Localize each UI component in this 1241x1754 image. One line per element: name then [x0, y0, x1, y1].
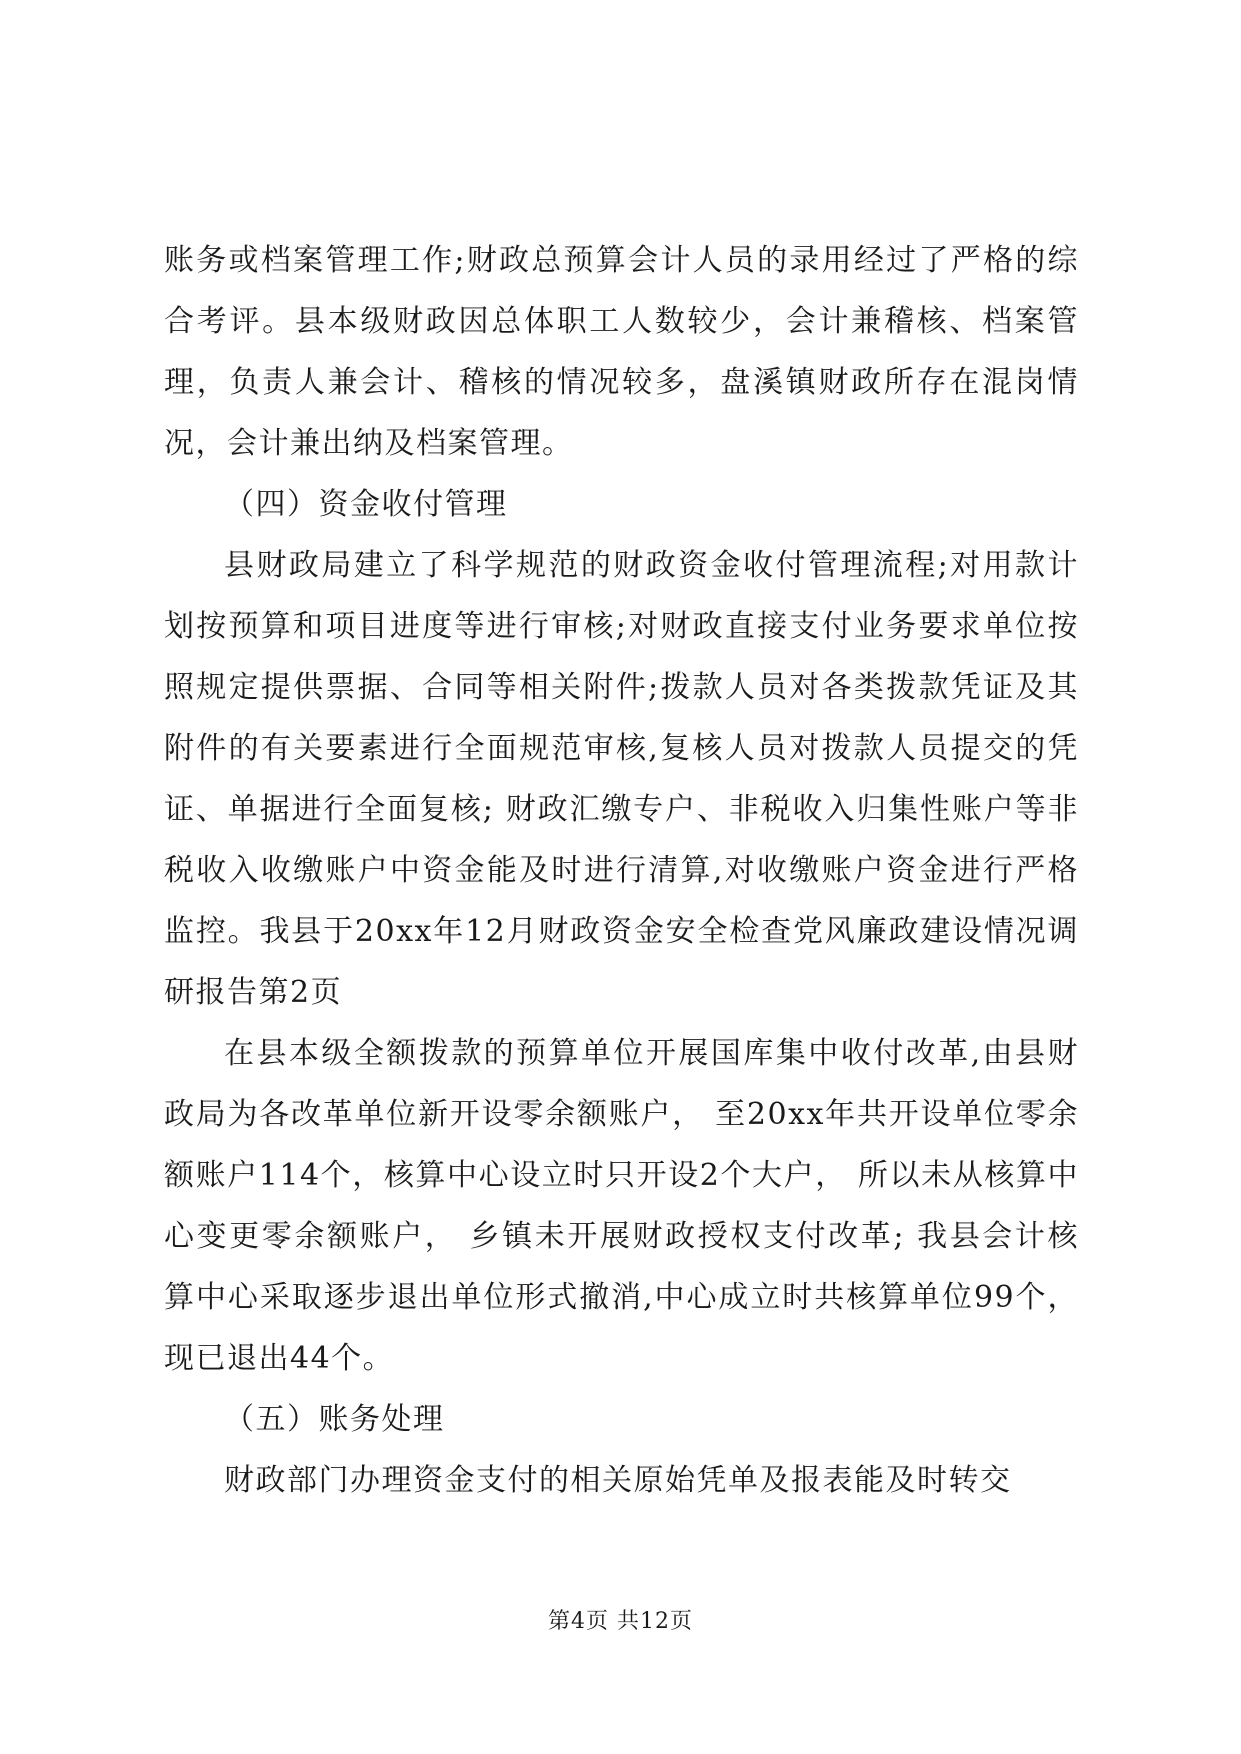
section-heading-accounting: （五）账务处理 — [224, 1402, 445, 1437]
paragraph-archive-management: 账务或档案管理工作;财政总预算会计人员的录用经过了严格的综合考评。县本级财政因总体职工人数较少，会计兼稽核、档案管理，负责人兼会计、稽核的情况较多，盘溪镇财政所存在混岗情况，会计兼出纳及档案管理。 — [164, 243, 1079, 461]
section-heading-fund-collection: （四）资金收付管理 — [224, 487, 508, 522]
page-number-footer: 第4页 共12页 — [548, 1609, 693, 1634]
paragraph-fund-collection-process: 县财政局建立了科学规范的财政资金收付管理流程;对用款计划按预算和项目进度等进行审核;对财政直接支付业务要求单位按照规定提供票据、合同等相关附件;拨款人员对各类拨款凭证及其附件的有关要素进行全面规范审核,复核人员对拨款人员提交的凭证、单据进行全面复核; 财政汇缴专户、非税收入归集性账户等非税收入收缴账户中资金能及时进行清算,对收缴账户资金进行严格监控。我县于20xx年12月财政资金安全检查党风廉政建设情况调研报告第2页 — [164, 548, 1079, 1010]
paragraph-treasury-reform: 在县本级全额拨款的预算单位开展国库集中收付改革,由县财政局为各改革单位新开设零余额账户， 至20xx年共开设单位零余额账户114个，核算中心设立时只开设2个大户， 所以未从核算中心变更零余额账户， 乡镇未开展财政授权支付改革; 我县会计核算中心采取逐步退出单位形式撤消,中心成立时共核算单位99个，现已退出44个。 — [164, 1036, 1079, 1376]
paragraph-accounting-start: 财政部门办理资金支付的相关原始凭单及报表能及时转交 — [224, 1463, 1012, 1498]
document-body — [164, 230, 1079, 1511]
